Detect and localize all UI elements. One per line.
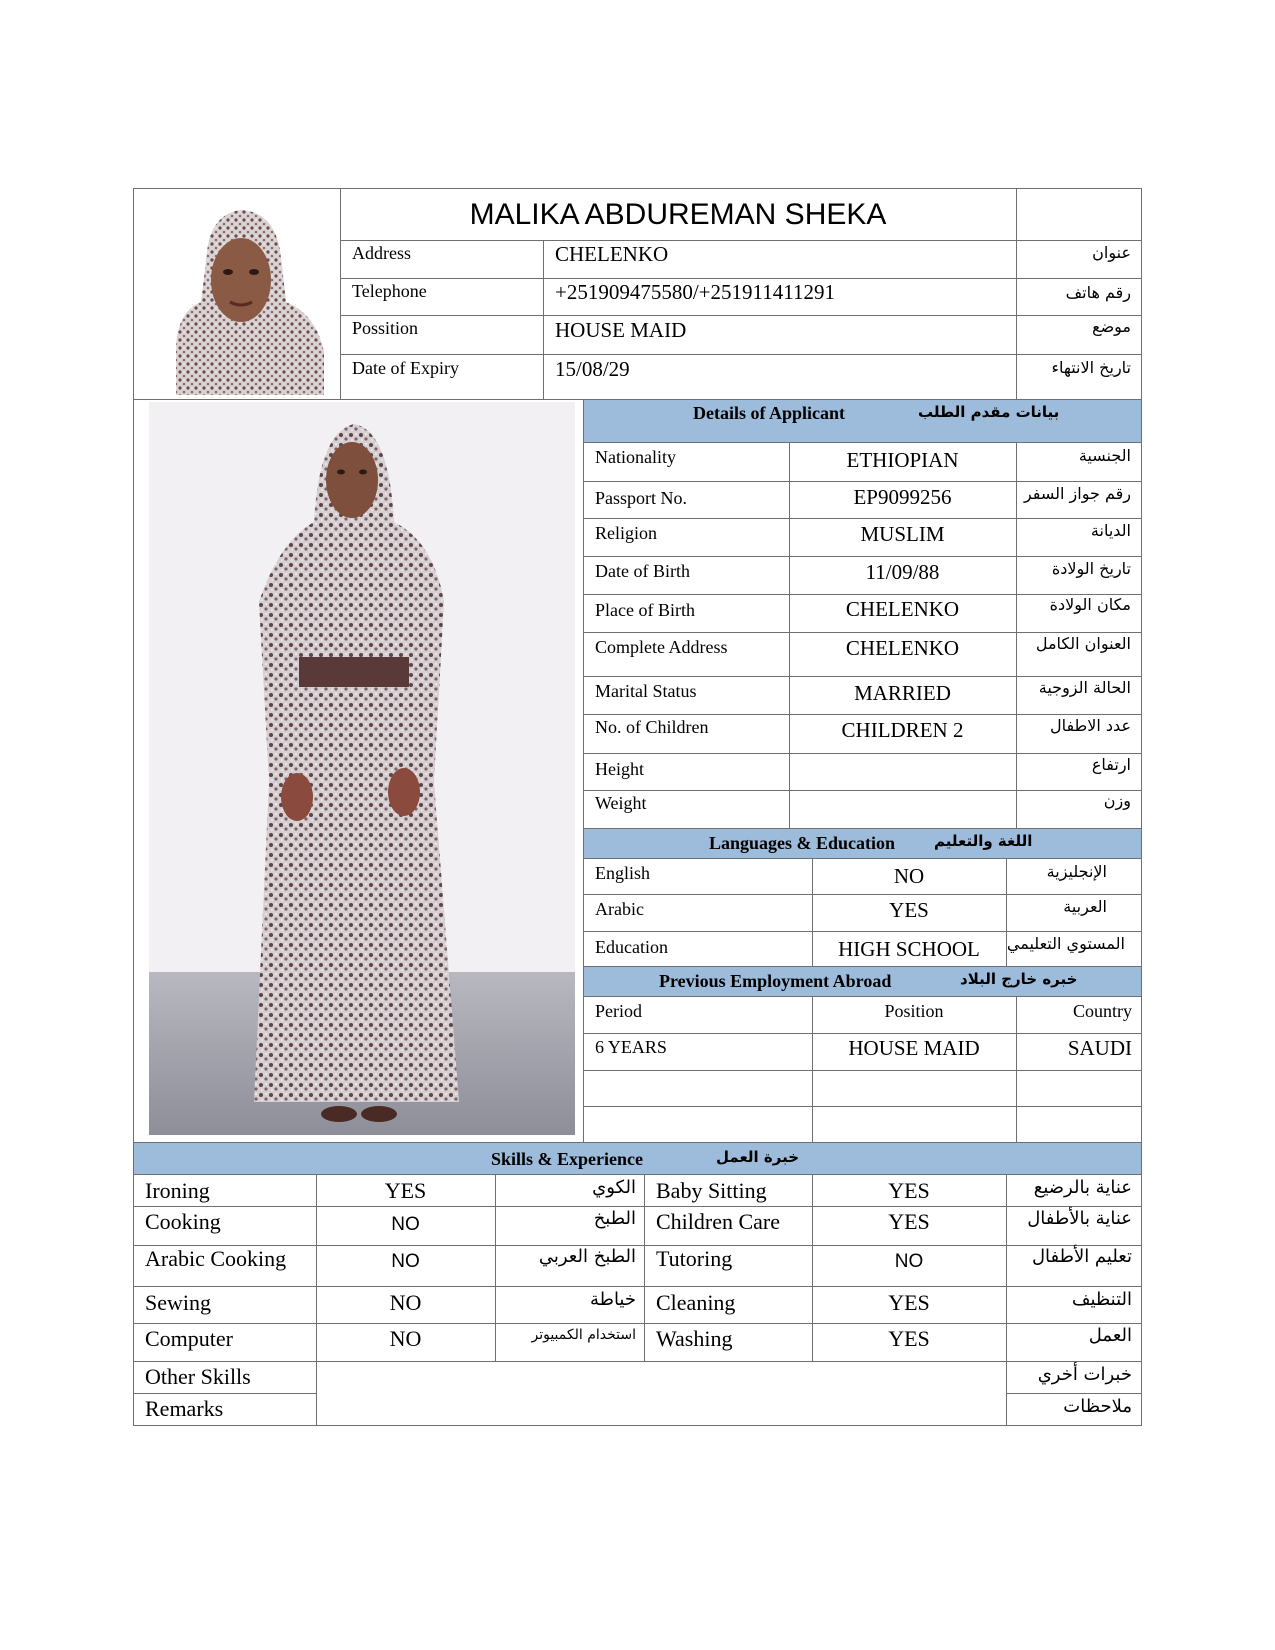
other-skills-arabic: خبرات أخري xyxy=(1037,1364,1132,1385)
complete-address-value: CHELENKO xyxy=(845,636,960,660)
education-value: HIGH SCHOOL xyxy=(838,937,980,961)
telephone-label: Telephone xyxy=(352,281,427,301)
employment-period: 6 YEARS xyxy=(595,1037,667,1057)
employment-title-arabic: خبره خارج البلاد xyxy=(960,970,1078,988)
details-title: Details of Applicant xyxy=(693,403,846,423)
dob-label: Date of Birth xyxy=(595,561,690,581)
telephone-arabic: رقم هاتف xyxy=(1065,283,1131,302)
skill-ironing-label: Ironing xyxy=(145,1178,210,1203)
skill-cooking-value: NO xyxy=(391,1214,420,1235)
skill-washing-arabic: العمل xyxy=(1088,1325,1132,1346)
skill-tutoring-value: NO xyxy=(894,1251,924,1272)
employment-title: Previous Employment Abroad xyxy=(659,971,892,991)
languages-title: Languages & Education xyxy=(709,833,896,853)
religion-value: MUSLIM xyxy=(860,522,945,546)
education-arabic: المستوي التعليمي xyxy=(1006,934,1125,953)
english-arabic: الإنجليزية xyxy=(1046,862,1107,881)
skill-childrencare-value: YES xyxy=(888,1209,930,1234)
skill-ironing-arabic: الكوي xyxy=(592,1177,636,1198)
arabic-arabic: العربية xyxy=(1063,897,1107,916)
passport-arabic: رقم جواز السفر xyxy=(1023,484,1131,503)
dob-value: 11/09/88 xyxy=(865,560,940,584)
position-arabic: موضع xyxy=(1092,317,1131,336)
skill-washing-value: YES xyxy=(888,1326,930,1351)
employment-position: HOUSE MAID xyxy=(848,1036,980,1060)
remarks-label: Remarks xyxy=(145,1396,224,1421)
marital-arabic: الحالة الزوجية xyxy=(1038,678,1131,697)
languages-title-arabic: اللغة والتعليم xyxy=(934,832,1033,850)
arabic-value: YES xyxy=(889,898,929,922)
skill-sewing-value: NO xyxy=(389,1290,422,1315)
skill-babysitting-value: YES xyxy=(888,1178,930,1203)
skill-computer-arabic: استخدام الكمبيوتر xyxy=(531,1327,636,1343)
children-label: No. of Children xyxy=(595,717,709,737)
skills-title: Skills & Experience xyxy=(491,1149,643,1169)
skill-tutoring-label: Tutoring xyxy=(656,1246,733,1271)
skill-computer-value: NO xyxy=(389,1326,422,1351)
remarks-arabic: ملاحظات xyxy=(1063,1396,1132,1417)
marital-value: MARRIED xyxy=(854,681,951,705)
nationality-label: Nationality xyxy=(595,447,676,467)
address-label: Address xyxy=(352,243,411,263)
skill-arabiccooking-arabic: الطبخ العربي xyxy=(538,1246,636,1267)
passport-label: Passport No. xyxy=(595,488,688,508)
pob-label: Place of Birth xyxy=(595,600,695,620)
skill-babysitting-label: Baby Sitting xyxy=(656,1178,767,1203)
skill-cleaning-value: YES xyxy=(888,1290,930,1315)
children-value: CHILDREN 2 xyxy=(841,718,964,742)
skill-tutoring-arabic: تعليم الأطفال xyxy=(1031,1246,1132,1267)
skill-babysitting-arabic: عناية بالرضيع xyxy=(1033,1177,1132,1198)
english-label: English xyxy=(595,863,651,883)
employment-country: SAUDI xyxy=(1067,1036,1132,1060)
weight-arabic: وزن xyxy=(1103,791,1131,810)
arabic-label: Arabic xyxy=(595,899,644,919)
position-header: Position xyxy=(884,1001,944,1021)
dob-arabic: تاريخ الولادة xyxy=(1051,559,1131,578)
applicant-name: MALIKA ABDUREMAN SHEKA xyxy=(469,198,887,231)
passport-value: EP9099256 xyxy=(853,485,952,509)
skill-cooking-arabic: الطبخ xyxy=(593,1208,636,1229)
skill-sewing-label: Sewing xyxy=(145,1290,211,1315)
english-value: NO xyxy=(893,864,925,888)
position-value: HOUSE MAID xyxy=(555,318,687,342)
skill-washing-label: Washing xyxy=(656,1326,733,1351)
period-header: Period xyxy=(595,1001,642,1021)
education-label: Education xyxy=(595,937,668,957)
nationality-arabic: الجنسية xyxy=(1078,446,1131,465)
expiry-value: 15/08/29 xyxy=(555,357,630,381)
nationality-value: ETHIOPIAN xyxy=(846,448,959,472)
complete-address-arabic: العنوان الكامل xyxy=(1035,634,1131,653)
skill-cleaning-label: Cleaning xyxy=(656,1290,736,1315)
expiry-arabic: تاريخ الانتهاء xyxy=(1051,358,1131,377)
details-title-arabic: بيانات مقدم الطلب xyxy=(918,403,1060,421)
skill-arabiccooking-label: Arabic Cooking xyxy=(145,1246,287,1271)
address-arabic: عنوان xyxy=(1092,243,1131,262)
telephone-value: +251909475580/+251911411291 xyxy=(555,280,835,304)
skills-title-arabic: خبرة العمل xyxy=(716,1148,800,1166)
weight-label: Weight xyxy=(595,793,647,813)
skill-sewing-arabic: خياطة xyxy=(589,1289,636,1310)
religion-label: Religion xyxy=(595,523,657,543)
skill-arabiccooking-value: NO xyxy=(391,1251,420,1272)
position-label: Possition xyxy=(352,318,419,338)
marital-label: Marital Status xyxy=(595,681,697,701)
skill-childrencare-label: Children Care xyxy=(656,1209,781,1234)
skill-ironing-value: YES xyxy=(384,1178,427,1203)
religion-arabic: الديانة xyxy=(1090,521,1131,540)
skill-computer-label: Computer xyxy=(145,1326,233,1351)
expiry-label: Date of Expiry xyxy=(352,358,459,378)
height-label: Height xyxy=(595,759,644,779)
other-skills-label: Other Skills xyxy=(145,1364,251,1389)
height-arabic: ارتفاع xyxy=(1091,755,1131,774)
skill-cooking-label: Cooking xyxy=(145,1209,221,1234)
country-header: Country xyxy=(1072,1001,1132,1021)
skill-cleaning-arabic: التنظيف xyxy=(1071,1289,1132,1310)
skill-childrencare-arabic: عناية بالأطفال xyxy=(1027,1208,1132,1229)
pob-value: CHELENKO xyxy=(845,597,960,621)
pob-arabic: مكان الولادة xyxy=(1049,595,1131,614)
complete-address-label: Complete Address xyxy=(595,637,728,657)
address-value: CHELENKO xyxy=(555,242,669,266)
children-arabic: عدد الاطفال xyxy=(1049,716,1131,735)
